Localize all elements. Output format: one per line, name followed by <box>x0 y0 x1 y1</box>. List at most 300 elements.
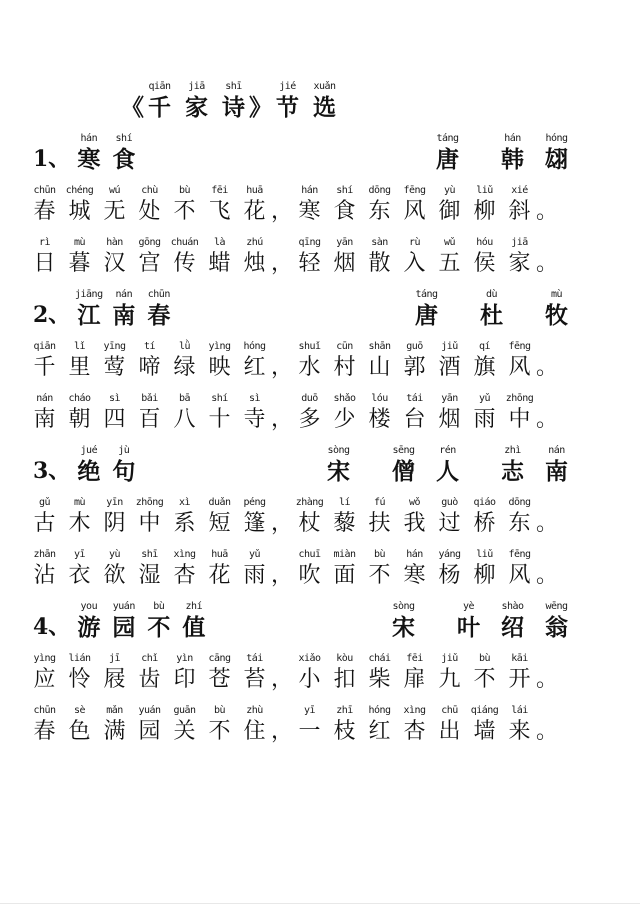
pinyin-syllable: chái <box>368 653 391 664</box>
char-cell <box>386 444 421 485</box>
pinyin-syllable: huā <box>246 185 263 196</box>
pinyin-syllable: tí <box>143 341 156 352</box>
hanzi-char: 风 <box>403 199 426 224</box>
punctuation-cell <box>272 184 292 225</box>
hanzi-char: 中 <box>508 407 531 432</box>
pinyin-syllable: chūn <box>147 289 170 300</box>
pinyin-syllable: fēng <box>508 549 531 560</box>
hanzi-char: 叶 <box>457 614 480 641</box>
hanzi-char: 柴 <box>368 667 391 692</box>
pinyin-syllable: fēng <box>403 185 426 196</box>
hanzi-char: 雨 <box>473 407 496 432</box>
char-cell <box>502 496 537 537</box>
hanzi-char: 节 <box>276 94 299 121</box>
char-cell <box>176 600 211 641</box>
hanzi-char: 日 <box>33 251 56 276</box>
char-cell <box>432 392 467 433</box>
pinyin-syllable: yù <box>108 549 121 560</box>
hanzi-char: 色 <box>68 719 91 744</box>
poem-section <box>0 600 640 745</box>
punctuation-cell <box>272 340 292 381</box>
char-cell <box>432 236 467 277</box>
char-cell <box>327 340 362 381</box>
hanzi-char: 风 <box>508 563 531 588</box>
pinyin-syllable: hóng <box>368 705 391 716</box>
hanzi-char: 小 <box>298 667 321 692</box>
pinyin-syllable: yān <box>441 393 458 404</box>
punctuation-mark: 。 <box>536 563 559 588</box>
char-cell <box>362 392 397 433</box>
char-cell <box>97 652 132 693</box>
hanzi-char: 寒 <box>298 199 321 224</box>
hanzi-char: 红 <box>243 355 266 380</box>
pinyin-syllable: mǎn <box>106 705 123 716</box>
char-cell <box>141 288 176 329</box>
pinyin-syllable: shān <box>368 341 391 352</box>
hanzi-char: 郭 <box>403 355 426 380</box>
char-cell <box>539 444 574 485</box>
poem-author-group <box>409 288 574 329</box>
pinyin-syllable: shí <box>115 133 133 144</box>
char-cell <box>327 496 362 537</box>
char-cell <box>97 184 132 225</box>
char-cell <box>292 392 327 433</box>
char-cell <box>362 496 397 537</box>
pinyin-syllable: qí <box>478 341 491 352</box>
char-cell <box>202 184 237 225</box>
hanzi-char: 御 <box>438 199 461 224</box>
pinyin-syllable: rén <box>439 445 456 456</box>
author-name <box>451 600 574 641</box>
punctuation-cell <box>272 704 292 745</box>
char-cell <box>432 652 467 693</box>
pinyin-syllable: bù <box>213 705 226 716</box>
char-cell <box>132 548 167 589</box>
hanzi-char: 齿 <box>138 667 161 692</box>
hanzi-char: 食 <box>112 146 136 173</box>
pinyin-syllable: chū <box>441 705 458 716</box>
poem-author-group <box>386 600 574 641</box>
char-cell <box>27 548 62 589</box>
poem-title-group <box>33 132 141 173</box>
char-cell <box>327 548 362 589</box>
char-cell <box>202 392 237 433</box>
char-cell <box>132 340 167 381</box>
char-cell <box>321 444 356 485</box>
char-cell <box>467 236 502 277</box>
pinyin-syllable: jiāng <box>75 289 103 300</box>
dynasty-name <box>409 288 444 329</box>
punctuation-mark: ， <box>271 563 294 588</box>
hanzi-char: 翃 <box>545 146 568 173</box>
char-cell <box>362 236 397 277</box>
char-cell <box>432 184 467 225</box>
pinyin-syllable: cháo <box>68 393 91 404</box>
pinyin-syllable: gōng <box>138 237 161 248</box>
hanzi-char: 侯 <box>473 251 496 276</box>
pinyin-syllable: chuī <box>298 549 321 560</box>
char-cell <box>397 340 432 381</box>
char-cell <box>306 80 343 121</box>
hanzi-char: 沾 <box>33 563 56 588</box>
dynasty-name <box>321 444 356 485</box>
pinyin-syllable: hóng <box>545 133 568 144</box>
pinyin-syllable: chù <box>141 185 158 196</box>
pinyin-syllable: huā <box>211 549 228 560</box>
pinyin-syllable: hán <box>301 185 318 196</box>
pinyin-syllable: bù <box>153 601 165 612</box>
hanzi-char: 雨 <box>243 563 266 588</box>
hanzi-char: 里 <box>68 355 91 380</box>
char-cell <box>97 548 132 589</box>
char-cell <box>502 340 537 381</box>
char-cell <box>215 80 252 121</box>
punctuation-cell <box>537 496 557 537</box>
punctuation-cell <box>537 236 557 277</box>
pinyin-syllable: fēi <box>406 653 423 664</box>
pinyin-syllable: yù <box>443 185 456 196</box>
hanzi-char: 不 <box>173 199 196 224</box>
pinyin-syllable: zhōng <box>135 497 164 508</box>
pinyin-syllable: zhàng <box>295 497 324 508</box>
hanzi-char: 唐 <box>415 302 438 329</box>
hanzi-char: 暮 <box>68 251 91 276</box>
char-cell <box>539 132 574 173</box>
char-cell <box>495 444 530 485</box>
pinyin-syllable: bā <box>178 393 191 404</box>
punctuation-cell <box>537 704 557 745</box>
pinyin-syllable: jué <box>80 445 98 456</box>
pinyin-syllable: yǔ <box>478 393 491 404</box>
pinyin-syllable: péng <box>243 497 266 508</box>
char-cell <box>106 288 141 329</box>
punctuation-mark: 。 <box>536 355 559 380</box>
char-cell <box>27 496 62 537</box>
hanzi-char: 千 <box>148 94 171 121</box>
pinyin-syllable: yìn <box>176 653 193 664</box>
pinyin-syllable: cūn <box>336 341 353 352</box>
hanzi-char: 家 <box>508 251 531 276</box>
pinyin-syllable: chūn <box>33 705 56 716</box>
pinyin-syllable: gǔ <box>38 497 51 508</box>
char-cell <box>167 704 202 745</box>
char-cell <box>292 652 327 693</box>
pinyin-syllable: hóu <box>476 237 493 248</box>
hanzi-char: 山 <box>368 355 391 380</box>
poem-author-group <box>430 132 574 173</box>
pinyin-syllable: táng <box>436 133 459 144</box>
char-cell <box>167 392 202 433</box>
char-cell <box>27 184 62 225</box>
char-cell <box>539 288 574 329</box>
hanzi-char: 中 <box>138 511 161 536</box>
pinyin-syllable: sēng <box>392 445 415 456</box>
hanzi-char: 篷 <box>243 511 266 536</box>
hanzi-char: 僧 <box>392 458 415 485</box>
hanzi-char: 桥 <box>473 511 496 536</box>
char-cell <box>167 496 202 537</box>
punctuation-mark: 。 <box>536 251 559 276</box>
hanzi-char: 散 <box>368 251 391 276</box>
verse-line <box>27 392 640 433</box>
char-cell <box>167 340 202 381</box>
char-cell <box>62 392 97 433</box>
hanzi-char: 宫 <box>138 251 161 276</box>
hanzi-char: 柳 <box>473 199 496 224</box>
punctuation-cell <box>537 548 557 589</box>
pinyin-syllable: yuán <box>138 705 161 716</box>
hanzi-char: 牧 <box>545 302 568 329</box>
char-cell <box>202 704 237 745</box>
pinyin-syllable: dōng <box>368 185 391 196</box>
hanzi-char: 过 <box>438 511 461 536</box>
char-cell <box>430 132 465 173</box>
hanzi-char: 春 <box>33 719 56 744</box>
hanzi-char: 花 <box>243 199 266 224</box>
char-cell <box>474 288 509 329</box>
hanzi-char: 村 <box>333 355 356 380</box>
char-cell <box>327 236 362 277</box>
poem-heading <box>33 132 574 173</box>
pinyin-syllable: shī <box>225 81 242 92</box>
char-cell <box>269 80 306 121</box>
hanzi-char: 四 <box>103 407 126 432</box>
hanzi-char: 衣 <box>68 563 91 588</box>
pinyin-syllable: lóu <box>371 393 388 404</box>
punctuation-mark: 》 <box>249 94 272 121</box>
pinyin-syllable: duǎn <box>208 497 231 508</box>
poem-number: 1、 <box>33 146 71 172</box>
hanzi-char: 楼 <box>368 407 391 432</box>
pinyin-syllable: mù <box>73 237 86 248</box>
char-cell <box>202 652 237 693</box>
hanzi-char: 莺 <box>103 355 126 380</box>
pinyin-syllable: qīng <box>298 237 321 248</box>
punctuation-cell <box>272 548 292 589</box>
hanzi-char: 扣 <box>333 667 356 692</box>
pinyin-syllable: shuǐ <box>298 341 321 352</box>
pinyin-syllable: yīng <box>103 341 126 352</box>
char-cell <box>71 132 106 173</box>
char-cell <box>97 704 132 745</box>
hanzi-char: 屐 <box>103 667 126 692</box>
pinyin-syllable: guō <box>406 341 423 352</box>
char-cell <box>362 184 397 225</box>
hanzi-char: 住 <box>243 719 266 744</box>
hanzi-char: 五 <box>438 251 461 276</box>
hanzi-char: 宋 <box>327 458 350 485</box>
author-name <box>495 444 574 485</box>
pinyin-syllable: wú <box>108 185 121 196</box>
pinyin-syllable: bù <box>478 653 491 664</box>
pinyin-syllable: kāi <box>511 653 528 664</box>
pinyin-syllable: tái <box>246 653 263 664</box>
hanzi-char: 朝 <box>68 407 91 432</box>
char-cell <box>71 288 106 329</box>
poem-section <box>0 288 640 433</box>
hanzi-char: 园 <box>138 719 161 744</box>
char-cell <box>27 236 62 277</box>
pinyin-syllable: rù <box>408 237 421 248</box>
pinyin-syllable: sì <box>248 393 261 404</box>
char-cell <box>292 704 327 745</box>
char-cell <box>292 496 327 537</box>
pinyin-syllable: yè <box>462 601 475 612</box>
hanzi-char: 烛 <box>243 251 266 276</box>
char-cell <box>397 184 432 225</box>
hanzi-char: 出 <box>438 719 461 744</box>
pinyin-syllable: nán <box>36 393 53 404</box>
verse-line <box>27 652 640 693</box>
hanzi-char: 少 <box>333 407 356 432</box>
author-name <box>386 444 465 485</box>
pinyin-syllable: zhù <box>246 705 263 716</box>
hanzi-char: 水 <box>298 355 321 380</box>
pinyin-syllable: yīn <box>106 497 123 508</box>
char-cell <box>132 496 167 537</box>
author-name <box>539 288 574 329</box>
char-cell <box>539 600 574 641</box>
hanzi-char: 春 <box>33 199 56 224</box>
pinyin-syllable: qiáng <box>470 705 499 716</box>
verse-line <box>27 340 640 381</box>
hanzi-char: 来 <box>508 719 531 744</box>
char-cell <box>132 652 167 693</box>
hanzi-char: 映 <box>208 355 231 380</box>
hanzi-char: 多 <box>298 407 321 432</box>
pinyin-syllable: fēng <box>508 341 531 352</box>
hanzi-char: 人 <box>436 458 459 485</box>
pinyin-syllable: zhì <box>504 445 521 456</box>
char-cell <box>237 392 272 433</box>
punctuation-mark: 《 <box>121 94 144 121</box>
pinyin-syllable: lǜ <box>178 341 191 352</box>
char-cell <box>495 600 530 641</box>
hanzi-char: 枝 <box>333 719 356 744</box>
pinyin-syllable: jiā <box>511 237 528 248</box>
poem-number: 4、 <box>33 614 71 640</box>
char-cell <box>132 392 167 433</box>
dynasty-name <box>386 600 421 641</box>
pinyin-syllable: là <box>213 237 226 248</box>
poem-heading <box>33 444 574 485</box>
pinyin-syllable: yī <box>303 705 316 716</box>
char-cell <box>495 132 530 173</box>
hanzi-char: 旗 <box>473 355 496 380</box>
char-cell <box>62 652 97 693</box>
pinyin-syllable: xì <box>178 497 191 508</box>
poem-author-group <box>321 444 574 485</box>
char-cell <box>27 340 62 381</box>
pinyin-syllable: bǎi <box>141 393 158 404</box>
hanzi-char: 扶 <box>368 511 391 536</box>
hanzi-char: 杨 <box>438 563 461 588</box>
punctuation-mark: ， <box>271 407 294 432</box>
pinyin-syllable: sòng <box>392 601 415 612</box>
char-cell <box>62 704 97 745</box>
pinyin-syllable: jī <box>108 653 121 664</box>
hanzi-char: 志 <box>501 458 524 485</box>
char-cell <box>237 496 272 537</box>
poem-section <box>0 132 640 277</box>
char-cell <box>467 340 502 381</box>
pinyin-syllable: yuán <box>112 601 135 612</box>
hanzi-char: 欲 <box>103 563 126 588</box>
pinyin-syllable: fú <box>373 497 386 508</box>
hanzi-char: 选 <box>313 94 336 121</box>
verse-line <box>27 704 640 745</box>
hanzi-char: 杏 <box>403 719 426 744</box>
pinyin-syllable: lǐ <box>73 341 86 352</box>
pinyin-syllable: dōng <box>508 497 531 508</box>
pinyin-syllable: táng <box>415 289 438 300</box>
pinyin-syllable: tái <box>406 393 423 404</box>
char-cell <box>397 704 432 745</box>
hanzi-char: 红 <box>368 719 391 744</box>
char-cell <box>397 652 432 693</box>
char-cell <box>27 392 62 433</box>
char-cell <box>62 548 97 589</box>
char-cell <box>71 600 106 641</box>
hanzi-char: 扉 <box>403 667 426 692</box>
hanzi-char: 春 <box>147 302 171 329</box>
punctuation-cell <box>537 184 557 225</box>
hanzi-char: 处 <box>138 199 161 224</box>
hanzi-char: 唐 <box>436 146 459 173</box>
char-cell <box>97 392 132 433</box>
hanzi-char: 入 <box>403 251 426 276</box>
char-cell <box>178 80 215 121</box>
pinyin-syllable: jié <box>279 81 296 92</box>
char-cell <box>362 704 397 745</box>
punctuation-cell <box>272 392 292 433</box>
pinyin-syllable: shí <box>211 393 228 404</box>
hanzi-char: 园 <box>112 614 136 641</box>
pinyin-syllable: hán <box>406 549 423 560</box>
hanzi-char: 满 <box>103 719 126 744</box>
hanzi-char: 绝 <box>77 458 101 485</box>
punctuation-mark: ， <box>271 251 294 276</box>
char-cell <box>362 548 397 589</box>
pinyin-syllable: hàn <box>106 237 123 248</box>
pinyin-syllable: dù <box>485 289 498 300</box>
dynasty-name <box>430 132 465 173</box>
pinyin-syllable: shí <box>336 185 353 196</box>
hanzi-char: 千 <box>33 355 56 380</box>
char-cell <box>106 132 141 173</box>
pinyin-syllable: zhú <box>246 237 263 248</box>
char-cell <box>467 496 502 537</box>
punctuation-cell <box>121 80 144 121</box>
hanzi-char: 斜 <box>508 199 531 224</box>
hanzi-char: 我 <box>403 511 426 536</box>
pinyin-syllable: jiǔ <box>441 341 458 352</box>
hanzi-char: 蜡 <box>208 251 231 276</box>
hanzi-char: 杜 <box>480 302 503 329</box>
hanzi-char: 东 <box>508 511 531 536</box>
hanzi-char: 烟 <box>438 407 461 432</box>
char-cell <box>397 496 432 537</box>
pinyin-syllable: hán <box>80 133 98 144</box>
char-cell <box>432 496 467 537</box>
pinyin-syllable: zhí <box>185 601 203 612</box>
hanzi-char: 东 <box>368 199 391 224</box>
pinyin-syllable: xìng <box>173 549 196 560</box>
poem-title-group <box>33 288 176 329</box>
hanzi-char: 啼 <box>138 355 161 380</box>
poem-heading <box>33 288 574 329</box>
pinyin-syllable: shī <box>141 549 158 560</box>
